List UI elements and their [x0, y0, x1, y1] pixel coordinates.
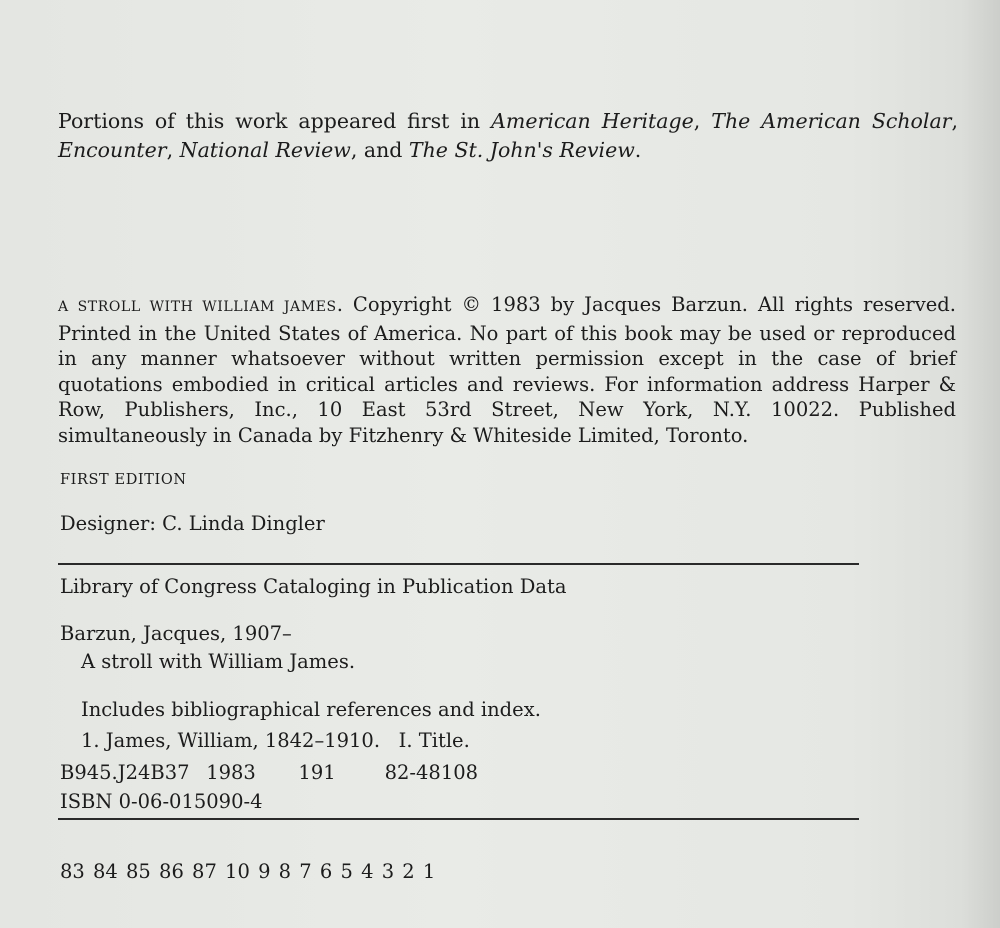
portions-paragraph [58, 107, 958, 165]
cip-isbn: ISBN 0-06-015090-4 [60, 790, 263, 813]
separator: , [951, 109, 959, 133]
cip-dewey: 191 [298, 761, 336, 784]
separator: , and [350, 138, 409, 162]
separator: , [166, 138, 180, 162]
separator: , [693, 109, 712, 133]
separator: . [634, 138, 642, 162]
cip-classification-row [60, 761, 478, 785]
cip-note: Includes bibliographical references and index. [81, 698, 541, 721]
cip-title: A stroll with William James. [81, 650, 356, 673]
book-title-caps: A STROLL WITH WILLIAM JAMES [58, 299, 337, 315]
cip-author: Barzun, Jacques, 1907– [60, 622, 292, 645]
publication-american-heritage: American Heritage [491, 109, 694, 133]
copyright-body: . Copyright © 1983 by Jacques Barzun. All rights reserved. Printed in the United States of America. No part of this book may be used or reproduced in any manner whatsoever without written permission except in the case of brief quotations embodied in critical articles and reviews. For information address Harper & Row, Publishers, Inc., 10 East 53rd Street, New York, N.Y. 10022. Published simultaneously in Canada by Fitzhenry & Whiteside Limited, Toronto. [58, 293, 956, 447]
cip-subjects: 1. James, William, 1842–1910. I. Title. [81, 729, 470, 752]
publication-national-review: National Review [179, 138, 351, 162]
publication-american-scholar: The American Scholar [711, 109, 952, 133]
bleed-through-text [230, 0, 239, 20]
publication-st-johns-review: The St. John's Review [408, 138, 635, 162]
publication-encounter: Encounter [58, 138, 167, 162]
cip-class-number: B945.J24B37 [60, 761, 190, 784]
edition-label: FIRST EDITION [60, 472, 187, 488]
cip-heading: Library of Congress Cataloging in Publication Data [60, 575, 567, 598]
cip-year: 1983 [206, 761, 256, 784]
copyright-paragraph [58, 292, 956, 448]
printing-line: 83 84 85 86 87 10 9 8 7 6 5 4 3 2 1 [60, 860, 436, 883]
page-edge-shadow [960, 0, 1000, 928]
cip-lccn: 82-48108 [384, 761, 479, 784]
cip-top-rule [58, 563, 859, 565]
portions-prefix: Portions of this work appeared first in [58, 109, 492, 133]
designer-credit: Designer: C. Linda Dingler [60, 512, 325, 535]
cip-bottom-rule [58, 818, 859, 820]
